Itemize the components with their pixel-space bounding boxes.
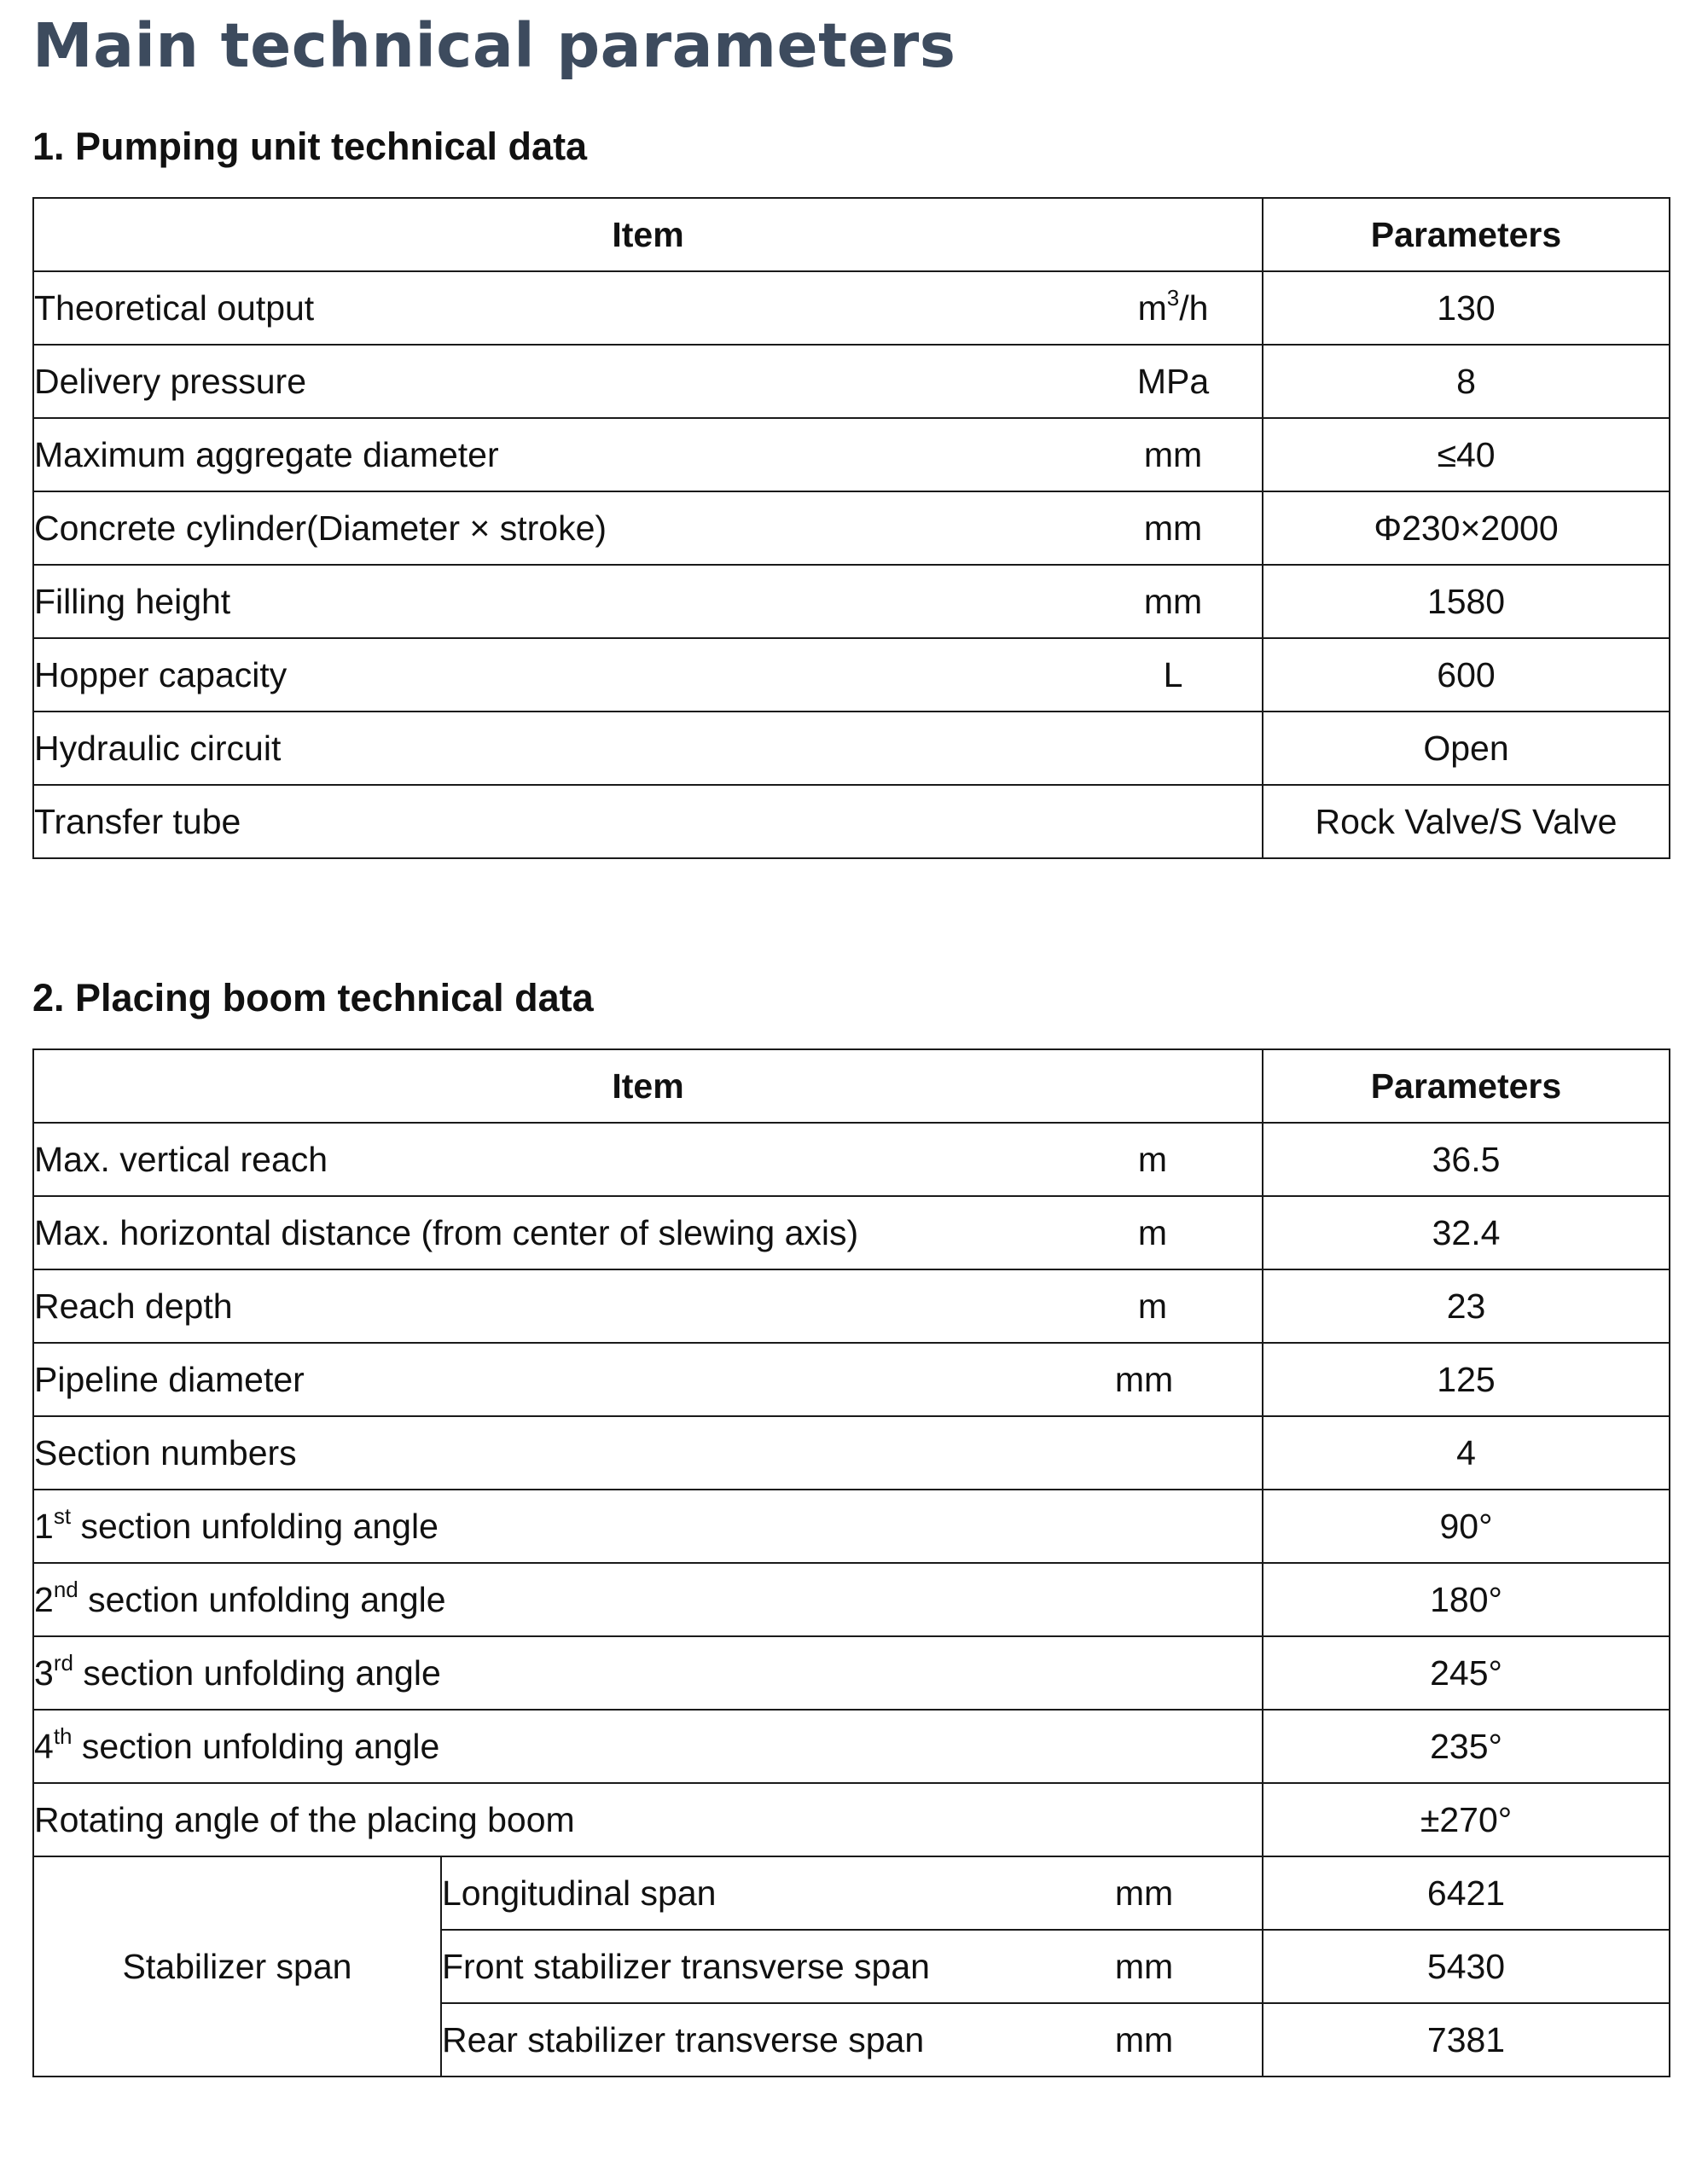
item-label: Delivery pressure bbox=[34, 361, 306, 401]
table-row bbox=[33, 345, 1670, 418]
item-cell bbox=[441, 2003, 1263, 2077]
table-row bbox=[33, 1710, 1670, 1783]
ordinal-number: 1 bbox=[34, 1506, 54, 1546]
table-row bbox=[33, 271, 1670, 345]
item-cell bbox=[33, 1196, 1263, 1269]
table-row bbox=[33, 1783, 1670, 1856]
table-row bbox=[33, 1636, 1670, 1710]
item-label: section unfolding angle bbox=[72, 1726, 440, 1766]
parameter-value: 1580 bbox=[1263, 565, 1670, 638]
item-label: Max. vertical reach bbox=[34, 1139, 328, 1179]
table-row bbox=[33, 565, 1670, 638]
unit-label: m bbox=[1137, 1139, 1168, 1179]
parameter-value: 5430 bbox=[1263, 1930, 1670, 2003]
item-label: section unfolding angle bbox=[73, 1653, 441, 1693]
table-row bbox=[33, 1196, 1670, 1269]
item-label: Hydraulic circuit bbox=[34, 728, 282, 768]
parameter-value: ±270° bbox=[1263, 1783, 1670, 1856]
item-cell bbox=[33, 638, 1263, 712]
placing-boom-heading: 2. Placing boom technical data bbox=[32, 976, 594, 1019]
item-cell bbox=[33, 1123, 1263, 1196]
item-cell bbox=[441, 1856, 1263, 1930]
header-item: Item bbox=[33, 1049, 1263, 1123]
ordinal-suffix: th bbox=[53, 1722, 73, 1749]
table-row bbox=[33, 418, 1670, 491]
item-cell bbox=[33, 418, 1263, 491]
item-cell bbox=[33, 491, 1263, 565]
item-cell bbox=[441, 1930, 1263, 2003]
item-cell bbox=[33, 565, 1263, 638]
item-label: Maximum aggregate diameter bbox=[34, 434, 499, 474]
table-row bbox=[33, 491, 1670, 565]
header-item: Item bbox=[33, 198, 1263, 271]
ordinal-suffix: nd bbox=[53, 1576, 78, 1602]
unit-label: mm bbox=[1143, 508, 1203, 548]
item-cell bbox=[33, 1636, 1263, 1710]
table-row bbox=[33, 1343, 1670, 1416]
item-label: Reach depth bbox=[34, 1286, 233, 1326]
item-cell bbox=[33, 1416, 1263, 1490]
item-label: Section numbers bbox=[34, 1432, 297, 1472]
unit-label: mm bbox=[1143, 581, 1203, 621]
parameter-value: 4 bbox=[1263, 1416, 1670, 1490]
unit-label: m bbox=[1137, 1286, 1168, 1326]
header-parameters: Parameters bbox=[1263, 1049, 1670, 1123]
stabilizer-span-label: Stabilizer span bbox=[33, 1856, 441, 2077]
parameter-value: 32.4 bbox=[1263, 1196, 1670, 1269]
item-cell bbox=[33, 1490, 1263, 1563]
parameter-value: 130 bbox=[1263, 271, 1670, 345]
ordinal-number: 3 bbox=[34, 1653, 54, 1693]
item-label: Front stabilizer transverse span bbox=[442, 1946, 930, 1986]
item-cell bbox=[33, 271, 1263, 345]
item-label: Hopper capacity bbox=[34, 654, 288, 694]
unit-label: mm bbox=[1143, 434, 1203, 474]
item-label: Pipeline diameter bbox=[34, 1359, 305, 1399]
unit-label: m bbox=[1137, 1212, 1168, 1252]
item-label: Transfer tube bbox=[34, 801, 241, 841]
table-header-row bbox=[33, 1049, 1670, 1123]
unit-label: mm bbox=[1114, 1946, 1174, 1986]
table-row bbox=[33, 1416, 1670, 1490]
item-label: Rear stabilizer transverse span bbox=[442, 2019, 925, 2059]
ordinal-number: 2 bbox=[34, 1579, 54, 1619]
unit-base: m bbox=[1137, 288, 1167, 328]
table-row bbox=[33, 1856, 1670, 1930]
item-label: section unfolding angle bbox=[71, 1506, 439, 1546]
table-row bbox=[33, 785, 1670, 858]
item-cell bbox=[33, 1563, 1263, 1636]
unit-label: mm bbox=[1114, 1873, 1174, 1913]
ordinal-number: 4 bbox=[34, 1726, 54, 1766]
item-cell bbox=[33, 1269, 1263, 1343]
header-parameters: Parameters bbox=[1263, 198, 1670, 271]
item-cell bbox=[33, 345, 1263, 418]
item-label: Filling height bbox=[34, 581, 231, 621]
parameter-value: Φ230×2000 bbox=[1263, 491, 1670, 565]
item-cell bbox=[33, 1343, 1263, 1416]
item-label: Longitudinal span bbox=[442, 1873, 717, 1913]
table-header-row bbox=[33, 198, 1670, 271]
unit-label bbox=[1125, 284, 1221, 328]
table-row bbox=[33, 1490, 1670, 1563]
unit-tail: /h bbox=[1179, 288, 1209, 328]
item-label: Rotating angle of the placing boom bbox=[34, 1799, 575, 1839]
unit-label: L bbox=[1163, 654, 1183, 694]
item-label: Theoretical output bbox=[34, 288, 315, 328]
parameter-value: 180° bbox=[1263, 1563, 1670, 1636]
unit-label: MPa bbox=[1136, 361, 1210, 401]
parameter-value: Rock Valve/S Valve bbox=[1263, 785, 1670, 858]
item-cell bbox=[33, 1710, 1263, 1783]
item-label: Max. horizontal distance (from center of slewing axis) bbox=[34, 1212, 859, 1252]
parameter-value: 90° bbox=[1263, 1490, 1670, 1563]
table-row bbox=[33, 1269, 1670, 1343]
parameter-value: 235° bbox=[1263, 1710, 1670, 1783]
parameter-value: ≤40 bbox=[1263, 418, 1670, 491]
unit-superscript: 3 bbox=[1166, 284, 1180, 311]
unit-label: mm bbox=[1114, 1359, 1174, 1399]
pumping-unit-table bbox=[32, 197, 1670, 859]
table-row bbox=[33, 638, 1670, 712]
item-cell bbox=[33, 1783, 1263, 1856]
parameter-value: 7381 bbox=[1263, 2003, 1670, 2077]
page-title: Main technical parameters bbox=[32, 10, 956, 81]
parameter-value: 600 bbox=[1263, 638, 1670, 712]
item-cell bbox=[33, 785, 1263, 858]
parameter-value: Open bbox=[1263, 712, 1670, 785]
parameter-value: 125 bbox=[1263, 1343, 1670, 1416]
item-cell bbox=[33, 712, 1263, 785]
table-row bbox=[33, 1563, 1670, 1636]
ordinal-suffix: rd bbox=[53, 1649, 73, 1676]
table-row bbox=[33, 712, 1670, 785]
parameter-value: 8 bbox=[1263, 345, 1670, 418]
unit-label: mm bbox=[1114, 2019, 1174, 2059]
parameter-value: 23 bbox=[1263, 1269, 1670, 1343]
parameter-value: 6421 bbox=[1263, 1856, 1670, 1930]
ordinal-suffix: st bbox=[53, 1502, 72, 1529]
item-label: section unfolding angle bbox=[78, 1579, 446, 1619]
pumping-unit-heading: 1. Pumping unit technical data bbox=[32, 125, 588, 168]
parameter-value: 36.5 bbox=[1263, 1123, 1670, 1196]
item-label: Concrete cylinder(Diameter × stroke) bbox=[34, 508, 607, 548]
parameter-value: 245° bbox=[1263, 1636, 1670, 1710]
table-row bbox=[33, 1123, 1670, 1196]
placing-boom-table bbox=[32, 1048, 1670, 2077]
